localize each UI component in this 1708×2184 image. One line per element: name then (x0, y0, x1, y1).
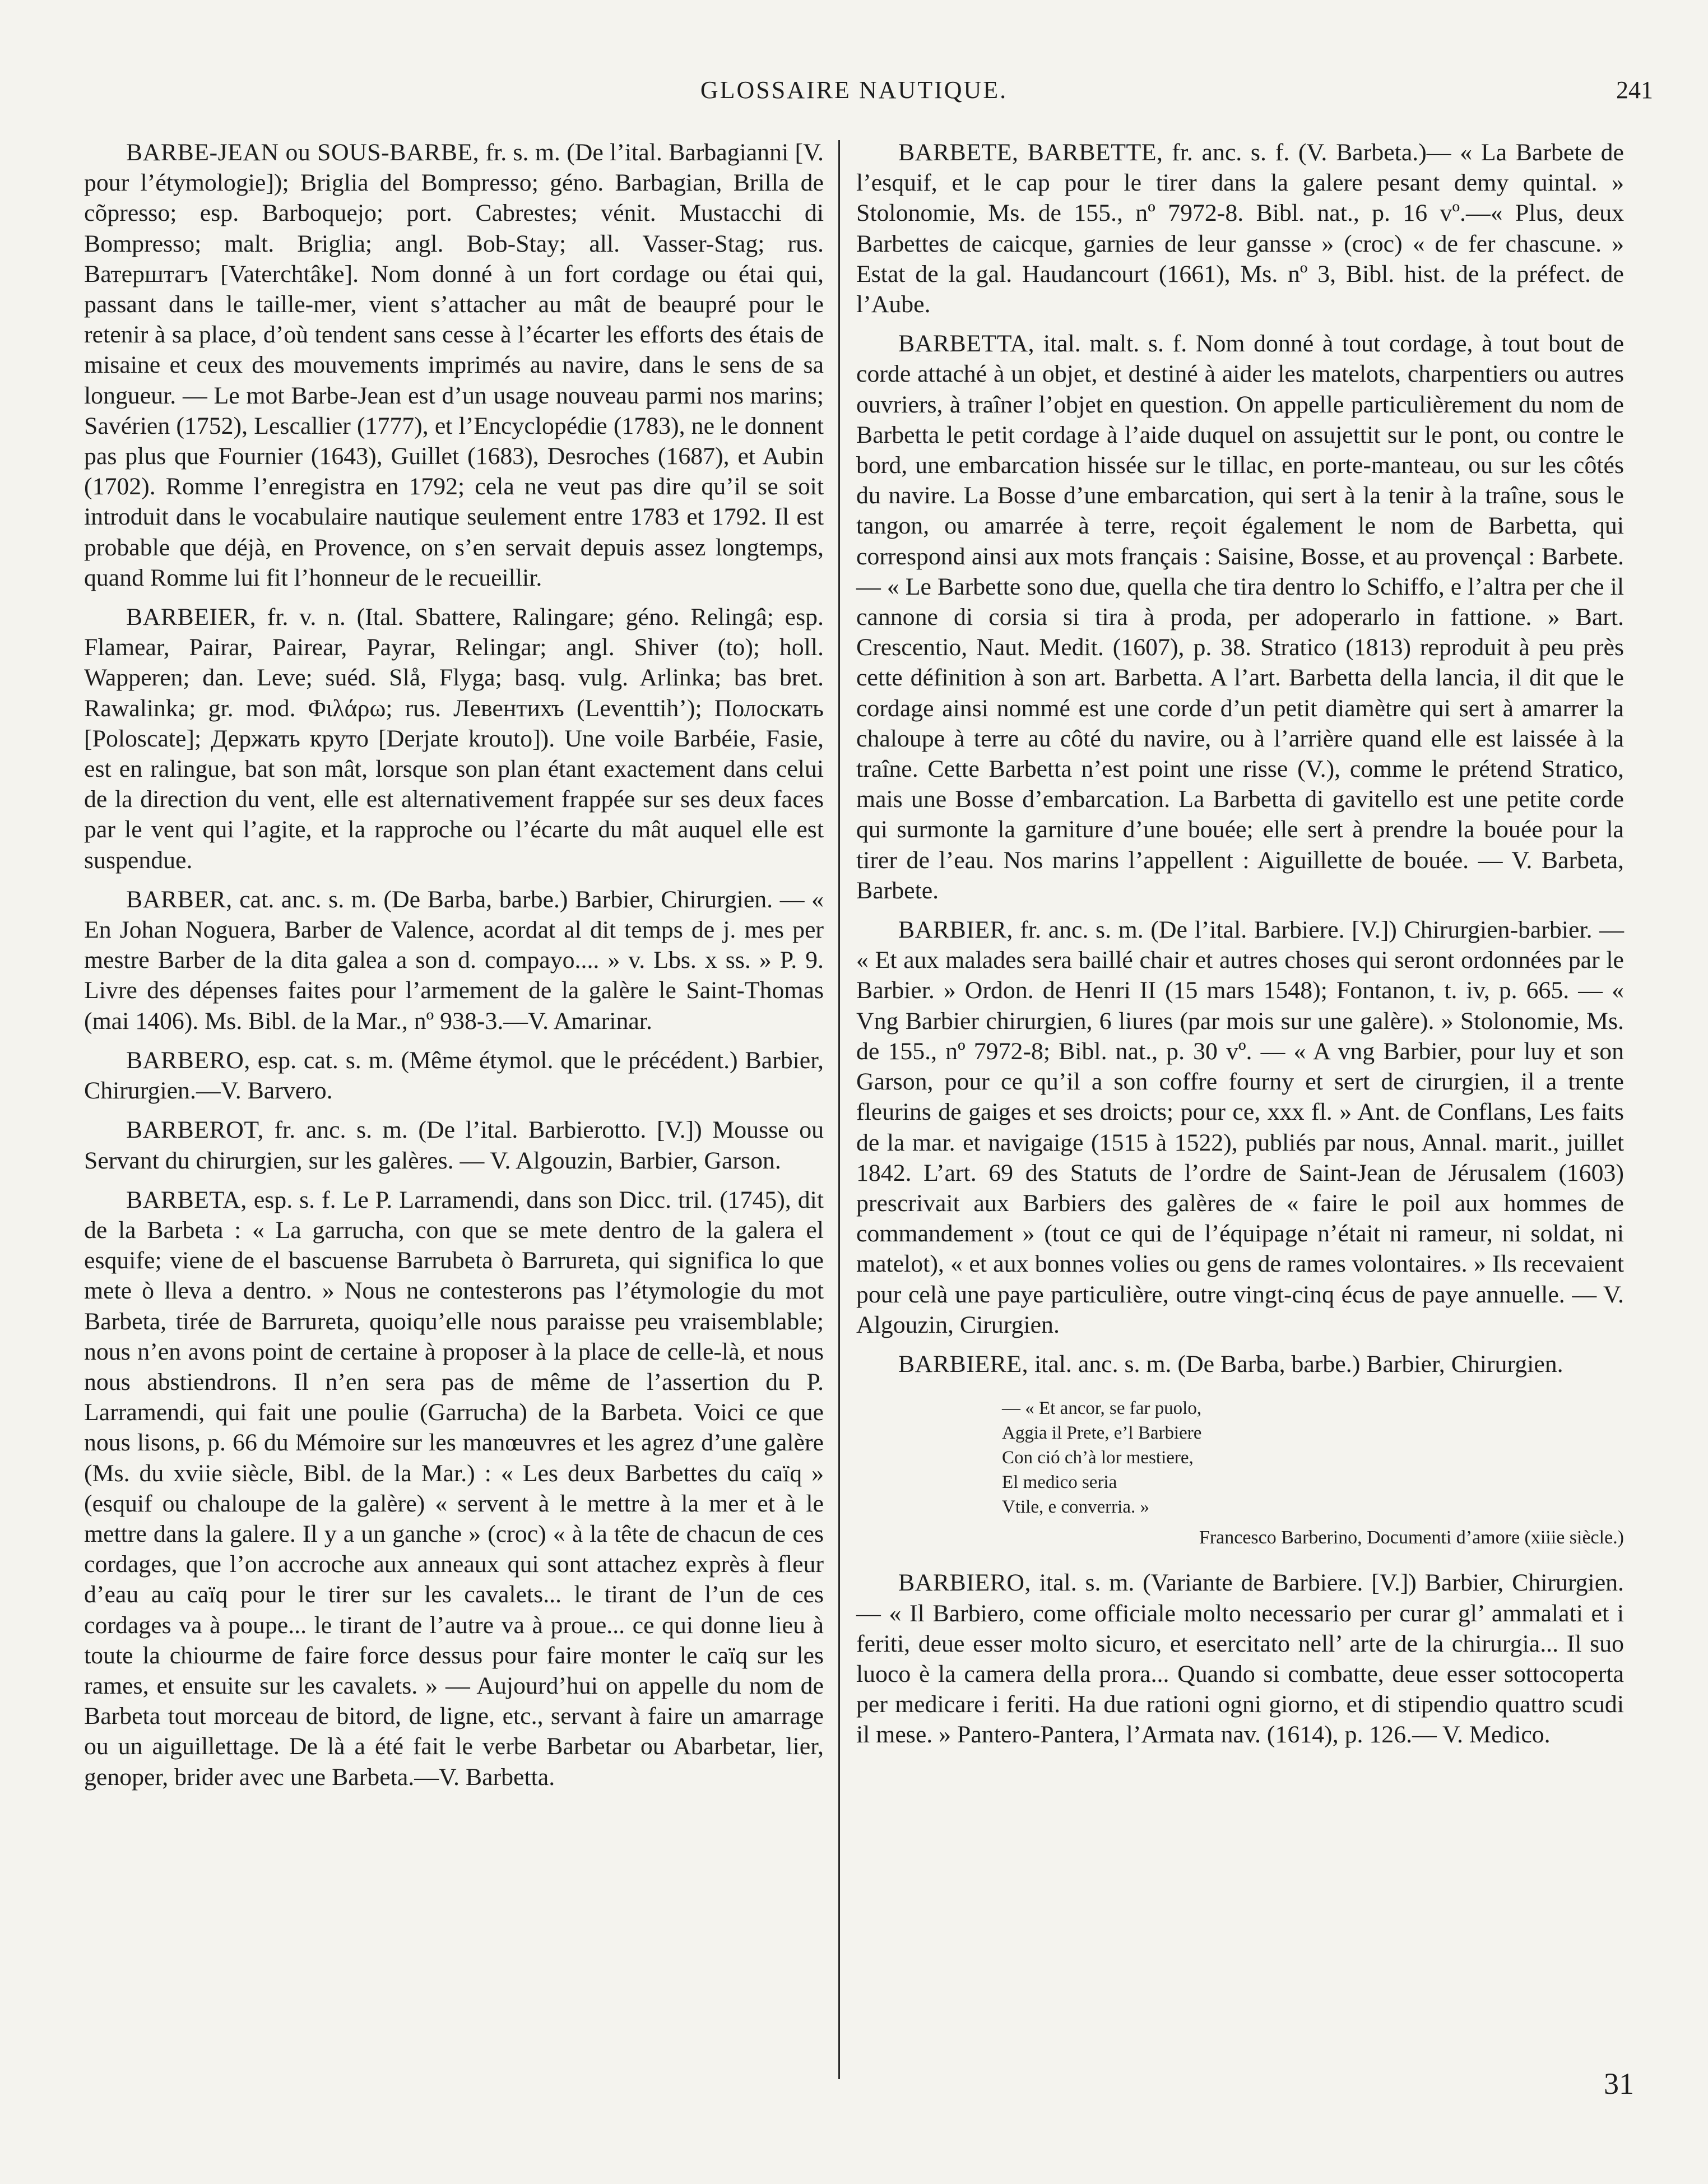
running-title: GLOSSAIRE NAUTIQUE. (700, 76, 1008, 104)
headword: BARBIERO, (898, 1569, 1031, 1597)
verse-line: Con ció ch’à lor mestiere, (1002, 1448, 1194, 1468)
entry-text: fr. anc. s. m. (De l’ital. Barbiere. [V.]) Chirurgien-barbier. — « Et aux malades sera baillé chair et autres choses qui seront ordonnées par le Barbier. » Ordon. de Henri II (15 mars 1548); Fontanon, t. iv, p. 665. — « Vng Barbier chirurgien, 6 liures (par mois sur une galère). » Stolonomie, Ms. de 155., nº 7972-8; Bibl. nat., p. 30 vº. — « A vng Barbier, pour luy et son Garson, pour ce qu’il a son coffre fourny et sert de cirurgien, il a trente fleurins de gaiges et ses droicts; pour ce, xxx fl. » Ant. de Conflans, Les faits de la mar. et navigaige (1515 à 1522), publiés par nous, Annal. marit., juillet 1842. L’art. 69 des Statuts de l’ordre de Saint-Jean de Jérusalem (1603) prescrivait aux Barbiers des galères de « faire le poil aux hommes de commandement » (tout ce qui de l’équipage n’était ni rameur, ni soldat, ni matelot), « et aux bonnes volies ou gens de rames volontaires. » Ils recevaient pour celà une paye particulière, outre vingt-cinq écus de paye annuelle. — V. Algouzin, Cirurgien. (856, 916, 1624, 1338)
headword: BARBIERE, (898, 1350, 1029, 1378)
entry-barbeta (84, 1185, 824, 1792)
verse-quotation (1002, 1396, 1624, 1519)
page-header (0, 76, 1708, 115)
entry-barbiere (856, 1349, 1624, 1379)
headword: BARBETA, (126, 1186, 247, 1213)
headword: BARBETE, BARBETTE, (898, 139, 1163, 166)
left-column (84, 137, 824, 1801)
verse-line: Vtile, e converria. » (1002, 1497, 1149, 1518)
entry-barbetta (856, 328, 1624, 906)
entry-barbe-jean (84, 137, 824, 593)
headword: BARBE-JEAN ou SOUS-BARBE, (126, 139, 480, 166)
verse-line: — « Et ancor, se far puolo, (1002, 1398, 1202, 1419)
headword: BARBEIER, (126, 604, 257, 631)
entry-text: fr. anc. s. f. (V. Barbeta.)— « La Barbete de l’esquif, et le cap pour le tirer dans la galere pesant demy quintal. » Stolonomie, Ms. de 155., nº 7972-8. Bibl. nat., p. 16 vº.—« Plus, deux Barbettes de caicque, garnies de leur gansse » (croc) « de fer chascune. » Estat de la gal. Haudancourt (1661), Ms. nº 3, Bibl. hist. de la préfect. de l’Aube. (856, 139, 1624, 318)
entry-text: fr. v. n. (Ital. Sbattere, Ralingare; géno. Relingâ; esp. Flamear, Pairar, Pairear, Payrar, Relingar; angl. Shiver (to); holl. Wapperen; dan. Leve; suéd. Slå, Flyga; basq. vulg. Arlinka; bas bret. Rawalinka; gr. mod. Φιλάρω; rus. Левентихъ (Leventtih’); Полоскать [Poloscate]; Держать круто [Derjate krouto]). Une voile Barbéie, Fasie, est en ralingue, bat son mât, lorsque son plan étant exactement dans celui de la direction du vent, elle est alternativement frappée sur ses deux faces par le vent qui l’agite, et la rapproche ou l’écarte du mât auquel elle est suspendue. (84, 604, 824, 874)
entry-barbiero (856, 1568, 1624, 1750)
entry-text: ital. malt. s. f. Nom donné à tout cordage, à tout bout de corde attaché à un objet, et destiné à aider les matelots, charpentiers ou autres ouvriers, à traîner l’objet en question. On appelle particulièrement du nom de Barbetta le petit cordage à l’aide duquel on assujettit sur le pont, ou contre le bord, une embarcation hissée sur le tillac, en porte-manteau, ou sur les côtés du navire. La Bosse d’une embarcation, qui sert à la tenir à la traîne, sous le tangon, ou amarrée à terre, reçoit également le nom de Barbetta, qui correspond ainsi aux mots français : Saisine, Bosse, et au provençal : Barbete. — « Le Barbette sono due, quella che tira dentro lo Schiffo, e l’altra per che il cannone di corsia si tira à proda, per adoperarlo in fattione. » Bart. Crescentio, Naut. Medit. (1607), p. 38. Stratico (1813) reproduit à peu près cette définition à son art. Barbetta. A l’art. Barbetta della lancia, il dit que le cordage ainsi nommé est une corde d’un petit diamètre qui sert à amarrer la chaloupe à terre au côté du navire, ou à l’arrière quand elle est laissée à la traîne. Cette Barbetta n’est point une risse (V.), comme le prétend Stratico, mais une Bosse d’embarcation. La Barbetta di gavitello est une petite corde qui surmonte la garniture d’une bouée; elle sert à prendre la bouée pour la tirer de l’eau. Nos marins l’appellent : Aiguillette de bouée. — V. Barbeta, Barbete. (856, 330, 1625, 904)
signature-mark: 31 (1604, 2067, 1634, 2100)
entry-barberot (84, 1115, 824, 1175)
right-column (856, 137, 1624, 1759)
headword: BARBER, (126, 885, 233, 913)
entry-text: esp. s. f. Le P. Larramendi, dans son Dicc. tril. (1745), dit de la Barbeta : « La garrucha, con que se mete dentro de la galera el esquife; viene de el bascuense Barrubeta ò Barrureta, qui significa lo que mete ò lleva a dentro. » Nous ne contesterons pas l’étymologie du mot Barbeta, tirée de Barrureta, quoiqu’elle nous paraisse peu vraisemblable; nous n’en avons point de certaine à proposer à la place de celle-là, et nous nous abstiendrons. Il n’en sera pas de même de l’assertion du P. Larramendi, qui fait une poulie (Garrucha) de la Barbeta. Voici ce que nous lisons, p. 66 du Mémoire sur les manœuvres et les agrez d’une galère (Ms. du xviie siècle, Bibl. de la Mar.) : « Les deux Barbettes du caïq » (esquif ou chaloupe de la galère) « servent à le mettre à la mer et à le mettre dans la galere. Il y a un ganche » (croc) « à la tête de chacun de ces cordages, que l’on accroche aux anneaux qui sont attachez exprès à fleur d’eau au caïq pour le tirer sur les cavalets... le tirant de l’un de ces cordages va à poupe... le tirant de l’autre va à proue... ce qui donne lieu à toute la chiourme de faire force dessus pour faire monter le caïq sur les rames, et ensuite sur les cavalets. » — Aujourd’hui on appelle du nom de Barbeta tout morceau de bitord, de ligne, etc., servant à faire un amarrage ou un aiguillettage. De là a été fait le verbe Barbetar ou Abarbetar, lier, genoper, brider avec une Barbeta.—V. Barbetta. (84, 1186, 824, 1791)
entry-text: fr. anc. s. m. (De l’ital. Barbierotto. [V.]) Mousse ou Servant du chirurgien, sur les galères. — V. Algouzin, Barbier, Garson. (84, 1116, 824, 1174)
entry-barber (84, 884, 824, 1036)
entry-text: ital. s. m. (Variante de Barbiere. [V.]) Barbier, Chirurgien. — « Il Barbiero, come officiale molto necessario per curar gl’ ammalati et i feriti, deue esser molto sicuro, et esercitato nell’ arte de la chirurgia... Il suo luoco è la camera della prora... Quando si combatte, deue esser sottocoperta per medicare i feriti. Ha due rationi ogni giorno, et di stipendio quattro scudi il mese. » Pantero-Pantera, l’Armata nav. (1614), p. 126.— V. Medico. (856, 1569, 1624, 1749)
entry-barbier (856, 915, 1624, 1340)
headword: BARBEROT, (126, 1116, 264, 1144)
column-divider (838, 140, 840, 2079)
entry-text: cat. anc. s. m. (De Barba, barbe.) Barbier, Chirurgien. — « En Johan Noguera, Barber de Valence, acordat al dit temps de j. mes per mestre Barber de la dita galea a son d. compayo.... » v. Lbs. x ss. » P. 9. Livre des dépenses faites pour l’armement de la galère le Saint-Thomas (mai 1406). Ms. Bibl. de la Mar., nº 938-3.—V. Amarinar. (84, 885, 824, 1035)
entry-barbeier (84, 602, 824, 875)
verse-line: Aggia il Prete, e’l Barbiere (1002, 1423, 1202, 1444)
entry-text: esp. cat. s. m. (Même étymol. que le précédent.) Barbier, Chirurgien.—V. Barvero. (84, 1046, 824, 1105)
entry-text: fr. s. m. (De l’ital. Barbagianni [V. pour l’étymologie]); Briglia del Bompresso; géno. Barbagian, Brilla de cõpresso; esp. Barboquejo; port. Cabrestes; vénit. Mustacchi di Bompresso; malt. Briglia; angl. Bob-Stay; all. Vasser-Stag; rus. Ватерштагъ [Vaterchtâke]. Nom donné à un fort cordage ou étai qui, passant dans le taille-mer, vient s’attacher au mât de beaupré pour le retenir à sa place, d’où tendent sans cesse à l’écarter les efforts des étais de misaine et ceux des mouvements imprimés au navire, dans le sens de sa longueur. — Le mot Barbe-Jean est d’un usage nouveau parmi nos marins; Savérien (1752), Lescallier (1777), et l’Encyclopédie (1783), ne le donnent pas plus que Fournier (1643), Guillet (1683), Desroches (1687), et Aubin (1702). Romme l’enregistra en 1792; cela ne veut pas dire qu’il se soit introduit dans le vocabulaire nautique seulement entre 1783 et 1792. Il est probable que déjà, en Provence, on s’en servait depuis assez longtemps, quand Romme lui fit l’honneur de le recueillir. (84, 139, 824, 591)
verse-source: Francesco Barberino, Documenti d’amore (xiiie siècle.) (1199, 1527, 1624, 1548)
page-number: 241 (1616, 76, 1653, 104)
entry-barbete (856, 137, 1624, 319)
headword: BARBERO, (126, 1046, 250, 1074)
headword: BARBIER, (898, 916, 1013, 944)
headword: BARBETTA, (898, 330, 1035, 358)
entry-barbero (84, 1045, 824, 1106)
verse-line: El medico seria (1002, 1472, 1117, 1493)
entry-text: ital. anc. s. m. (De Barba, barbe.) Barbier, Chirurgien. (1034, 1350, 1563, 1378)
